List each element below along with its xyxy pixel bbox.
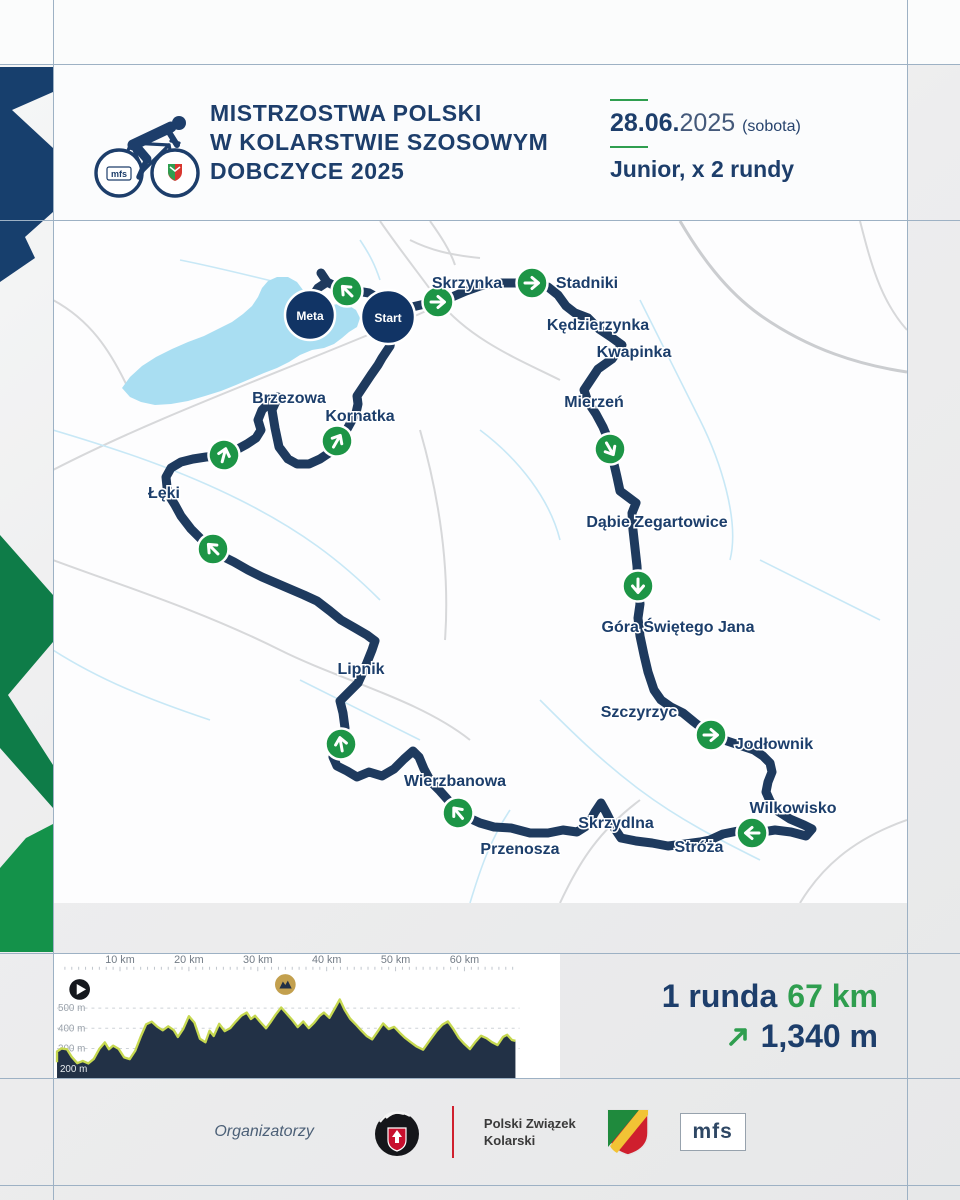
town-label: Skrzynka — [431, 275, 503, 292]
play-button[interactable] — [69, 979, 90, 1000]
town-label: Góra Świętego Jana — [601, 619, 755, 636]
date-category-block — [610, 91, 801, 183]
town-label: Lipnik — [337, 661, 385, 678]
svg-text:Start: Start — [374, 311, 402, 325]
club-crest-logo — [606, 1107, 650, 1157]
race-category: Junior, x 2 rundy — [610, 156, 795, 182]
y-axis-label: 500 m — [58, 1003, 86, 1015]
town-label: Skrzydlna — [578, 815, 654, 832]
town-label: Dąbie Zegartowice — [586, 514, 728, 531]
frame-line-h4 — [0, 1078, 960, 1079]
turn-arrow-marker — [623, 571, 654, 602]
cyclist-logo-icon — [91, 93, 201, 203]
frame-line-h1 — [0, 64, 960, 65]
green-decor-shape — [0, 824, 53, 952]
turn-arrow-marker — [696, 720, 727, 751]
town-label: Mierzeń — [564, 394, 624, 411]
green-divider — [610, 146, 648, 148]
event-title: MISTRZOSTWA POLSKI W KOLARSTWIE SZOSOWYM DOBCZYCE 2025 — [210, 100, 549, 184]
town-label: Kornatka — [325, 408, 395, 425]
turn-arrow-marker — [517, 268, 548, 299]
ascent-arrow-icon — [727, 1024, 751, 1048]
organizers-label: Organizatorzy — [214, 1122, 314, 1140]
turn-arrow-marker — [589, 428, 631, 470]
town-label: Kędzierzynka — [546, 317, 650, 334]
lap-summary — [560, 954, 907, 1078]
frame-line-v1 — [53, 0, 54, 1200]
frame-line-h2 — [0, 220, 960, 221]
kom-climb-marker-icon — [274, 973, 297, 996]
header — [53, 65, 907, 220]
green-divider — [610, 99, 648, 101]
elevation-chart — [53, 954, 560, 1078]
frame-line-v2 — [907, 0, 908, 1200]
left-margin-decorations — [0, 0, 60, 1200]
town-label: Stadniki — [555, 275, 619, 292]
route-map-svg — [53, 221, 907, 903]
route-map — [53, 221, 907, 903]
footer-organizers — [53, 1078, 907, 1185]
x-axis-label: 30 km — [243, 954, 273, 966]
y-axis-label: 300 m — [58, 1043, 86, 1055]
start-marker — [361, 290, 415, 344]
x-axis-label: 40 km — [311, 954, 342, 966]
elevation-profile-panel — [53, 954, 560, 1078]
town-label: Przenosza — [480, 841, 560, 858]
y-axis-base-label: 200 m — [59, 1064, 88, 1076]
town-label: Łęki — [147, 485, 181, 502]
elevation-area — [57, 999, 515, 1078]
town-label: Kwapinka — [596, 344, 672, 361]
top-margin-band — [0, 0, 960, 64]
meta-marker — [285, 290, 335, 340]
event-date: 28.06.2025 (sobota) — [610, 109, 801, 137]
town-label: Jodłownik — [734, 736, 814, 753]
frame-line-h5 — [0, 1185, 960, 1186]
svg-text:Meta: Meta — [296, 309, 324, 323]
navy-decor-shape — [0, 67, 53, 282]
frame-line-h3 — [0, 953, 960, 954]
town-label: Wierzbanowa — [403, 773, 507, 790]
lap-distance-line: 1 runda 67 km — [661, 978, 878, 1014]
x-axis-label: 50 km — [380, 954, 411, 966]
turn-arrow-marker — [205, 436, 243, 474]
turn-arrow-marker — [737, 818, 768, 849]
pzkol-name: Polski Związek Kolarski — [483, 1115, 576, 1148]
turn-arrow-marker — [323, 726, 359, 762]
elevation-gain-line: 1,340 m — [727, 1016, 878, 1056]
red-divider — [452, 1106, 454, 1158]
x-axis-label: 60 km — [449, 954, 480, 966]
pzkol-eagle-logo — [372, 1105, 422, 1159]
y-axis-label: 400 m — [58, 1023, 86, 1035]
x-axis-label: 20 km — [174, 954, 204, 966]
town-label: Stróża — [674, 839, 724, 856]
town-label: Szczyrzyc — [600, 704, 678, 721]
mfs-logo: mfs — [680, 1113, 746, 1151]
logo-mfs-text: mfs — [110, 169, 128, 179]
x-axis-label: 10 km — [105, 954, 135, 966]
town-label: Wilkowisko — [749, 800, 837, 817]
town-label: Brzezowa — [252, 390, 326, 407]
dark-green-decor-shape — [0, 535, 53, 808]
